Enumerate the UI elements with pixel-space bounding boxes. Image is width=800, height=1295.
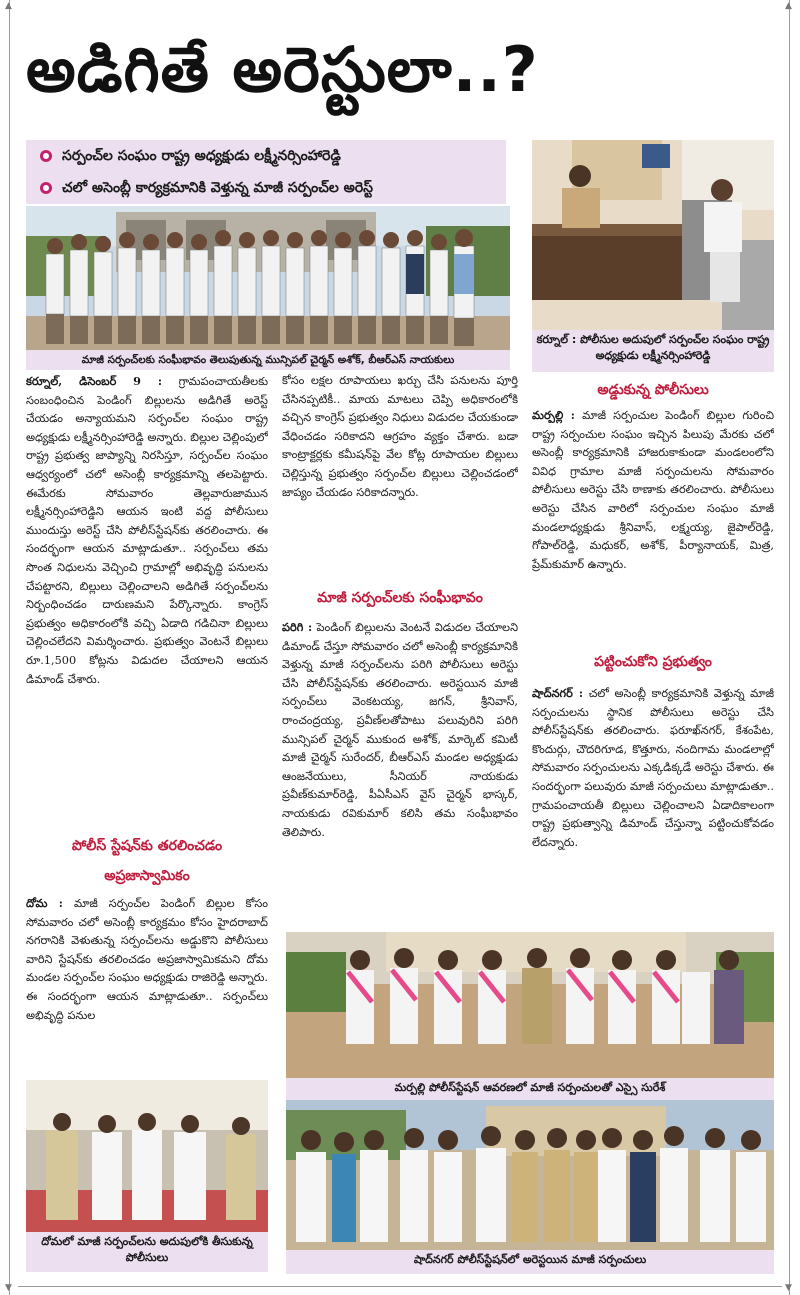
bullet-icon: [40, 182, 52, 194]
shadnagar-photo: [286, 1100, 774, 1250]
article-kurnool: [26, 372, 268, 814]
article-text: గ్రామపంచాయతీలకు సంబంధించిన పెండింగ్ బిల్లులను అడిగితే అరెస్ట్ చేయడం అన్యాయమని సర్పంచ్‌ల సంఘం రాష్ట్ర అధ్యక్షుడు లక్ష్మీనర్సింహారెడ్డి అన్నారు. బిల్లుల చెల్లింపులో రాష్ట్ర ప్రభుత్వ జాప్యాన్ని నిరసిస్తూ, సర్పంచ్‌ల సంఘం ఆధ్వర్యంలో చలో అసెంబ్లీ కార్యక్రమాన్ని తలపెట్టారు. ఈమేరకు సోమవారం తెల్లవారుజామున లక్ష్మీనర్సింహారెడ్డిని ఆయన ఇంటి వద్ద పోలీసులు ముందుస్తు అరెస్ట్ చేసి పోలీస్‌స్టేషన్‌కు తరలించారు. ఈ సందర్భంగా ఆయన మాట్లాడుతూ.. సర్పంచ్‌లు తమ సొంత నిధులను వెచ్చించి గ్రామాల్లో అభివృద్ధి పనులను చేపట్టారని, బిల్లులు చెల్లించాలని అడిగితే సర్పంచ్‌లను నిర్బంధించడం దారుణమని పేర్కొన్నారు. కాంగ్రెస్ ప్రభుత్వం అధికారంలోకి వచ్చి ఏడాది గడిచినా బిల్లులు చెల్లించలేదని విమర్శించారు. ప్రభుత్వం వెంటనే బిల్లులు రూ.1,500 కోట్లను విడుదల చేయాలని ఆయన డిమాండ్ చేశారు.: [26, 375, 268, 686]
subhead: పట్టించుకోని ప్రభుత్వం: [594, 654, 712, 670]
article-text: పెండింగ్ బిల్లులను వెంటనే విడుదల చేయాలని డిమాండ్ చేస్తూ సోమవారం చలో అసెంబ్లీ కార్యక్రమానికి వెళ్తున్న మాజీ సర్పంచ్‌లను పరిగి పోలీసులు అరెస్టు చేసి పోలీస్‌స్టేషన్‌కు తరలించారు. అరెస్టయిన మాజీ సర్పంచ్‌లు వెంకటయ్య, జగన్, శ్రీనివాస్, రాంచంద్రయ్య, ప్రవీణ్‌లతోపాటు పలువురిని పరిగి మున్సిపల్ చైర్మన్ ముకుంద అశోక్, మార్కెట్ కమిటీ మాజీ చైర్మన్ సురేందర్, బీఆర్ఎస్ మండల అధ్యక్షుడు ఆంజనేయులు, సీనియర్ నాయకుడు ప్రవీణ్‌కుమార్‌రెడ్డి, పీఏసీఎస్ వైస్ చైర్మన్ భాస్కర్, నాయకుడు రవికుమార్ కలిసి తమ సంఘీభావం తెలిపారు.: [282, 621, 518, 839]
article-marpalli: [532, 406, 774, 642]
article-text: మాజీ సర్పంచ్‌ల పెండింగ్ బిల్లుల కోసం సోమవారం చలో అసెంబ్లీ కార్యక్రమం కోసం హైదరాబాద్ నగరానికి వెళుతున్న సర్పంచ్‌లను అడ్డుకొని పోలీసులు వారిని స్టేషన్‌కు తరలించడం అప్రజాస్వామికమని దోమ మండల సర్పంచ్‌ల సంఘం అధ్యక్షుడు రాజిరెడ్డి అన్నారు. ఈ సందర్భంగా ఆయన మాట్లాడుతూ.. సర్పంచ్‌లు అభివృద్ధి పనుల: [26, 897, 268, 1022]
up-arrow-icon: ▲: [785, 1, 792, 11]
article-doma: [26, 894, 268, 1072]
dateline: దోమ :: [26, 896, 63, 910]
dateline: కర్నూల్, డిసెంబర్ 9 :: [26, 374, 163, 388]
right-margin-rule: [785, 0, 792, 1295]
down-arrow-icon: ▼: [785, 1283, 792, 1293]
article-text: చలో అసెంబ్లీ కార్యక్రమానికి వెళ్తున్న మాజీ సర్పంచులను స్థానిక పోలీసులు అరెస్టు చేసి పోలీస్‌స్టేషన్‌కు తరలించారు. ఫరూఖ్‌నగర్, కేశంపేట, కొందుర్గు, చౌదరిగూడ, కొత్తూరు, నందిగామ మండలాల్లో సోమవారం సర్పంచులను ఎక్కడిక్కడే అరెస్టు చేశారు. ఈ సందర్భంగా పలువురు మాజీ సర్పంచులు మాట్లాడుతూ.. గ్రామపంచాయతీ బిల్లులు చెల్లించాలని ఏడాదికాలంగా రాష్ట్ర ప్రభుత్వాన్ని డిమాండ్ చేస్తున్నా పట్టించుకోవడం లేదన్నారు.: [532, 687, 774, 849]
article-text: మాజీ సర్పంచుల పెండింగ్ బిల్లుల గురించి రాష్ట్ర సర్పంచుల సంఘం ఇచ్చిన పిలుపు మేరకు చలో అసెంబ్లీ కార్యక్రమానికి హాజరుకాకుండా మండలంలోని వివిధ గ్రామాల మాజీ సర్పంచులను సోమవారం పోలీసులు అరెస్టు చేసి ఠాణాకు తరలించారు. పోలీసులు అరెస్టు చేసిన వారిలో సర్పంచుల సంఘం మాజీ మండలాధ్యక్షుడు శ్రీనివాస్, లక్ష్మయ్య, జైపాల్‌రెడ్డి, గోపాల్‌రెడ్డి, మధుకర్, అశోక్, పీర్యానాయక్, మిత్ర, ప్రేమ్‌కుమార్ ఉన్నారు.: [532, 409, 774, 571]
group-photo-caption: మాజీ సర్పంచ్‌లకు సంఘీభావం తెలుపుతున్న మున్సిపల్ చైర్మన్ అశోక్, బీఆర్ఎస్ నాయకులు: [26, 350, 510, 370]
bullet-icon: [40, 150, 52, 162]
shadnagar-photo-caption: షాద్‌నగర్ పోలీస్‌స్టేషన్‌లో అరెస్టయిన మాజీ సర్పంచులు: [286, 1250, 774, 1274]
doma-photo: [26, 1080, 268, 1232]
article-text: కోసం లక్షల రూపాయలు ఖర్చు చేసి పనులను పూర్తి చేసినప్పటికీ.. మాయ మాటలు చెప్పి అధికారంలోకి వచ్చిన కాంగ్రెస్ ప్రభుత్వం నిధులు విడుదల చేయకుండా వేధించడం సరికాదని ఆగ్రహం వ్యక్తం చేశారు. బడా కాంట్రాక్టర్లకు కమీషన్‌పై వేల కోట్ల రూపాయల బిల్లులు చెల్లిస్తున్న ప్రభుత్వం సర్పంచ్‌ల బిల్లులు చెల్లించడంలో జాప్యం చేయడం సరికాదన్నారు.: [282, 374, 518, 499]
down-arrow-icon: ▼: [5, 1283, 12, 1293]
office-photo: [532, 140, 774, 330]
deck: [26, 140, 506, 204]
deck-line: [26, 172, 506, 204]
up-arrow-icon: ▲: [5, 1, 12, 11]
bottom-rule: [18, 1286, 782, 1287]
subhead: అప్రజాస్వామికం: [104, 868, 190, 884]
subhead: మాజీ సర్పంచ్‌లకు సంఘీభావం: [317, 590, 483, 606]
marpalli-photo: [286, 932, 774, 1078]
office-photo-caption: కర్నూల్ : పోలీసుల అదుపులో సర్పంచ్‌ల సంఘం రాష్ట్ర అధ్యక్షుడు లక్ష్మీనర్సింహారెడ్డి: [532, 330, 774, 372]
subhead: అడ్డుకున్న పోలీసులు: [597, 382, 709, 398]
dateline: షాద్‌నగర్ :: [532, 686, 584, 700]
article-shadnagar: [532, 684, 774, 916]
left-margin-rule: [5, 0, 12, 1295]
marpalli-photo-caption: మర్పల్లి పోలీస్‌స్టేషన్ ఆవరణలో మాజీ సర్పంచులతో ఎస్సై సురేశ్: [286, 1078, 774, 1100]
dateline: మర్పల్లి :: [532, 408, 575, 422]
dateline: పరిగి :: [282, 620, 313, 634]
article-kurnool-continued: [282, 372, 518, 590]
article-parigi: [282, 618, 518, 916]
deck-line-text: సర్పంచ్‌ల సంఘం రాష్ట్ర అధ్యక్షుడు లక్ష్మీనర్సింహారెడ్డి: [62, 148, 341, 164]
deck-line-text: చలో అసెంబ్లీ కార్యక్రమానికి వెళ్తున్న మాజీ సర్పంచ్‌ల అరెస్ట్: [62, 180, 373, 196]
doma-photo-caption: దోమలో మాజీ సర్పంచ్‌లను అదుపులోకి తీసుకున్న పోలీసులు: [26, 1232, 268, 1272]
subhead: పోలీస్ స్టేషన్‌కు తరలించడం: [71, 838, 223, 854]
group-photo: [26, 206, 510, 350]
deck-line: [26, 140, 506, 172]
headline: అడిగితే అరెస్టులా..?: [26, 33, 539, 106]
